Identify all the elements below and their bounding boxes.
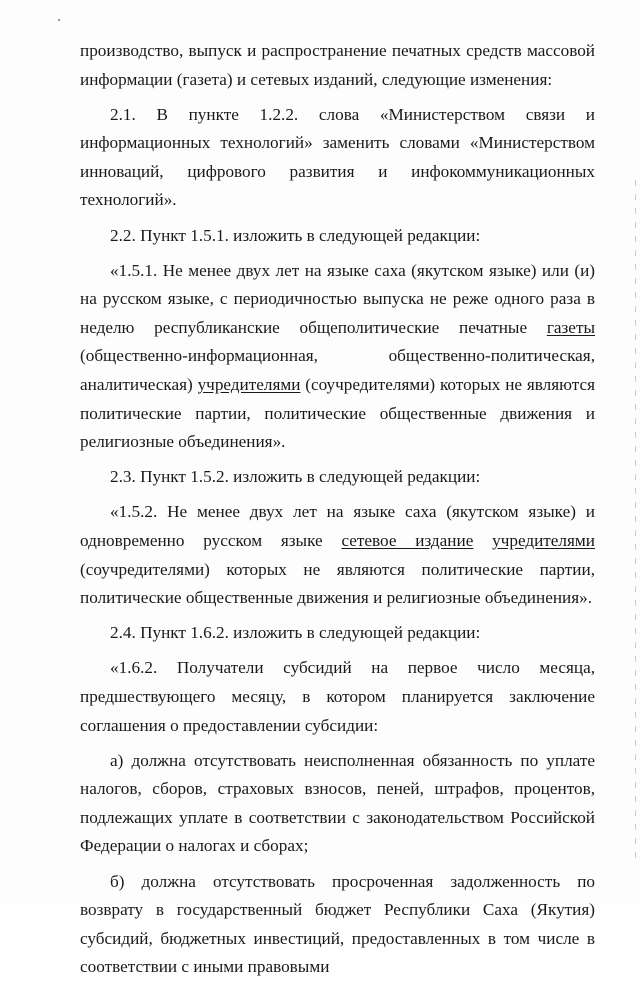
paragraph-text: 2.1. В пункте 1.2.2. слова «Министерством связи и информационных технологий» заменить словами «Министерством инноваций, цифрового развития и инфокоммуникационных технологий». xyxy=(80,104,595,210)
paragraph-text: б) должна отсутствовать просроченная задолженность по возврату в государственный бюджет Республики Саха (Якутия) субсидий, бюджетных инвестиций, предоставленных в том числе в соответствии с иными правовыми xyxy=(80,871,595,977)
paragraph-p2 xyxy=(80,222,595,251)
paragraph-p5 xyxy=(80,498,595,612)
paragraph-text: (общественно-информационная, общественно-политическая, аналитическая) xyxy=(80,346,595,395)
paragraph-text: (соучредителями) которых не являются политические партии, политические общественные движения и религиозные объединения». xyxy=(80,559,595,608)
scan-edge-artifact xyxy=(635,180,636,860)
paragraph-p6 xyxy=(80,619,595,648)
underlined-term: учредителями xyxy=(492,531,595,550)
paragraph-text: «1.6.2. Получатели субсидий на первое число месяца, предшествующего месяцу, в котором планируется заключение соглашения о предоставлении субсидии: xyxy=(80,658,595,735)
paragraph-text: «1.5.1. Не менее двух лет на языке саха (якутском языке) или (и) на русском языке, с периодичностью выпуска не реже одного раза в неделю республиканские общеполитические печатные xyxy=(80,260,595,337)
underlined-term: учредителями xyxy=(197,375,301,395)
scan-speck xyxy=(58,19,60,21)
paragraph-text: а) должна отсутствовать неисполненная обязанность по уплате налогов, сборов, страховых взносов, пеней, штрафов, процентов, подлежащих уплате в соответствии с законодательством Российской Федерации о налогах и сборах; xyxy=(80,750,595,856)
paragraph-text: 2.3. Пункт 1.5.2. изложить в следующей редакции: xyxy=(110,467,481,487)
paragraph-p0 xyxy=(80,37,595,94)
paragraph-text: (соучредителями) которых не являются политические партии, политические общественные движения и религиозные объединения». xyxy=(80,375,595,452)
paragraph-text: производство, выпуск и распространение печатных средств массовой информации (газета) и сетевых изданий, следующие изменения: xyxy=(80,41,595,89)
paragraph-p9 xyxy=(80,868,595,982)
paragraph-p3 xyxy=(80,257,595,457)
paragraph-p8 xyxy=(80,747,595,861)
paragraph-p7 xyxy=(80,654,595,740)
paragraph-text: «1.5.2. Не менее двух лет на языке саха (якутском языке) и одновременно русском языке xyxy=(80,502,595,550)
underlined-term: сетевое издание xyxy=(341,531,474,550)
paragraph-p4 xyxy=(80,463,595,492)
underlined-term: газеты xyxy=(546,317,595,337)
paragraph-text: 2.4. Пункт 1.6.2. изложить в следующей редакции: xyxy=(110,623,481,643)
paragraph-text: 2.2. Пункт 1.5.1. изложить в следующей редакции: xyxy=(110,225,481,245)
paragraph-text xyxy=(473,531,492,550)
document-body xyxy=(80,37,595,982)
paragraph-p1 xyxy=(80,101,595,215)
